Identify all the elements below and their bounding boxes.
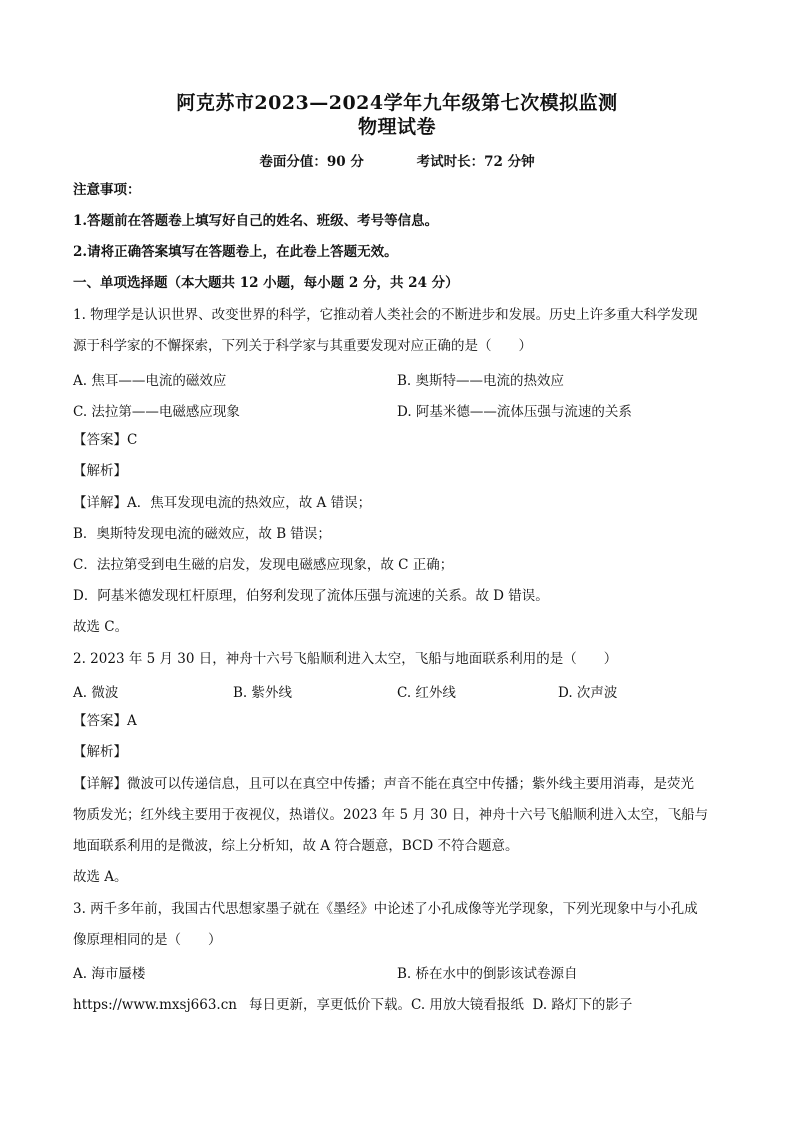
note-item-1: 1.答题前在答题卷上填写好自己的姓名、班级、考号等信息。 bbox=[73, 213, 439, 229]
q2-detail-3: 地面联系利用的是微波，综上分析知，故 A 符合题意，BCD 不符合题意。 bbox=[73, 838, 519, 854]
score-info: 卷面分值：90 分 bbox=[259, 154, 364, 170]
time-info: 考试时长：72 分钟 bbox=[416, 154, 535, 170]
section-heading: 一、单项选择题（本大题共 12 小题，每小题 2 分，共 24 分） bbox=[73, 275, 459, 291]
q2-detail-2: 物质发光；红外线主要用于夜视仪，热谱仪。2023 年 5 月 30 日，神舟十六号飞船顺利进入太空，飞船与 bbox=[73, 807, 709, 823]
q3-option-a: A. 海市蜃楼 bbox=[73, 966, 146, 982]
q1-answer: 【答案】C bbox=[73, 432, 138, 448]
q2-option-d: D. 次声波 bbox=[558, 685, 618, 701]
q1-stem-line-1: 1. 物理学是认识世界、改变世界的科学，它推动着人类社会的不断进步和发展。历史上许多重大科学发现 bbox=[73, 307, 698, 323]
footer-line bbox=[73, 993, 632, 1013]
footer-url[interactable]: https://www.mxsj663.cn bbox=[73, 997, 237, 1013]
q2-option-a: A. 微波 bbox=[73, 685, 119, 701]
q1-detail-1: 【详解】A．焦耳发现电流的热效应，故 A 错误； bbox=[73, 495, 372, 511]
q1-option-b: B. 奥斯特——电流的热效应 bbox=[397, 373, 565, 389]
note-item-2: 2.请将正确答案填写在答题卷上，在此卷上答题无效。 bbox=[73, 244, 398, 260]
q3-stem-line-1: 3. 两千多年前，我国古代思想家墨子就在《墨经》中论述了小孔成像等光学现象，下列光现象中与小孔成 bbox=[73, 901, 698, 917]
exam-subject: 物理试卷 bbox=[357, 116, 436, 138]
q3-option-c: C. 用放大镜看报纸 bbox=[410, 997, 524, 1013]
q1-detail-4: D．阿基米德发现杠杆原理，伯努利发现了流体压强与流速的关系。故 D 错误。 bbox=[73, 588, 549, 604]
notes-heading: 注意事项： bbox=[73, 182, 141, 198]
exam-meta bbox=[0, 150, 794, 170]
q3-option-d: D. 路灯下的影子 bbox=[532, 997, 633, 1013]
exam-title: 阿克苏市2023—2024学年九年级第七次模拟监测 bbox=[176, 92, 618, 114]
q1-stem-line-2: 源于科学家的不懈探索，下列关于科学家与其重要发现对应正确的是（ ） bbox=[73, 338, 532, 354]
q2-conclusion: 故选 A。 bbox=[73, 869, 128, 885]
q3-option-b: B. 桥在水中的倒影该试卷源自 bbox=[397, 966, 578, 982]
q2-option-c: C. 红外线 bbox=[397, 685, 456, 701]
q1-option-d: D. 阿基米德——流体压强与流速的关系 bbox=[397, 404, 632, 420]
q1-option-a: A. 焦耳——电流的磁效应 bbox=[73, 373, 227, 389]
q2-stem: 2. 2023 年 5 月 30 日，神舟十六号飞船顺利进入太空，飞船与地面联系利用的是（ ） bbox=[73, 651, 618, 667]
q2-analysis-label: 【解析】 bbox=[73, 744, 127, 760]
q2-option-b: B. 紫外线 bbox=[233, 685, 293, 701]
q2-answer: 【答案】A bbox=[73, 713, 137, 729]
q1-option-c: C. 法拉第——电磁感应现象 bbox=[73, 404, 240, 420]
q1-analysis-label: 【解析】 bbox=[73, 463, 127, 479]
q1-detail-3: C．法拉第受到电生磁的启发，发现电磁感应现象，故 C 正确； bbox=[73, 557, 454, 573]
q1-detail-2: B．奥斯特发现电流的磁效应，故 B 错误； bbox=[73, 526, 331, 542]
q3-stem-line-2: 像原理相同的是（ ） bbox=[73, 932, 222, 948]
q1-conclusion: 故选 C。 bbox=[73, 619, 129, 635]
footer-promo: 每日更新，享更低价下载。 bbox=[248, 997, 411, 1013]
q2-detail-1: 【详解】微波可以传递信息，且可以在真空中传播；声音不能在真空中传播；紫外线主要用消毒，是荧光 bbox=[73, 776, 694, 792]
